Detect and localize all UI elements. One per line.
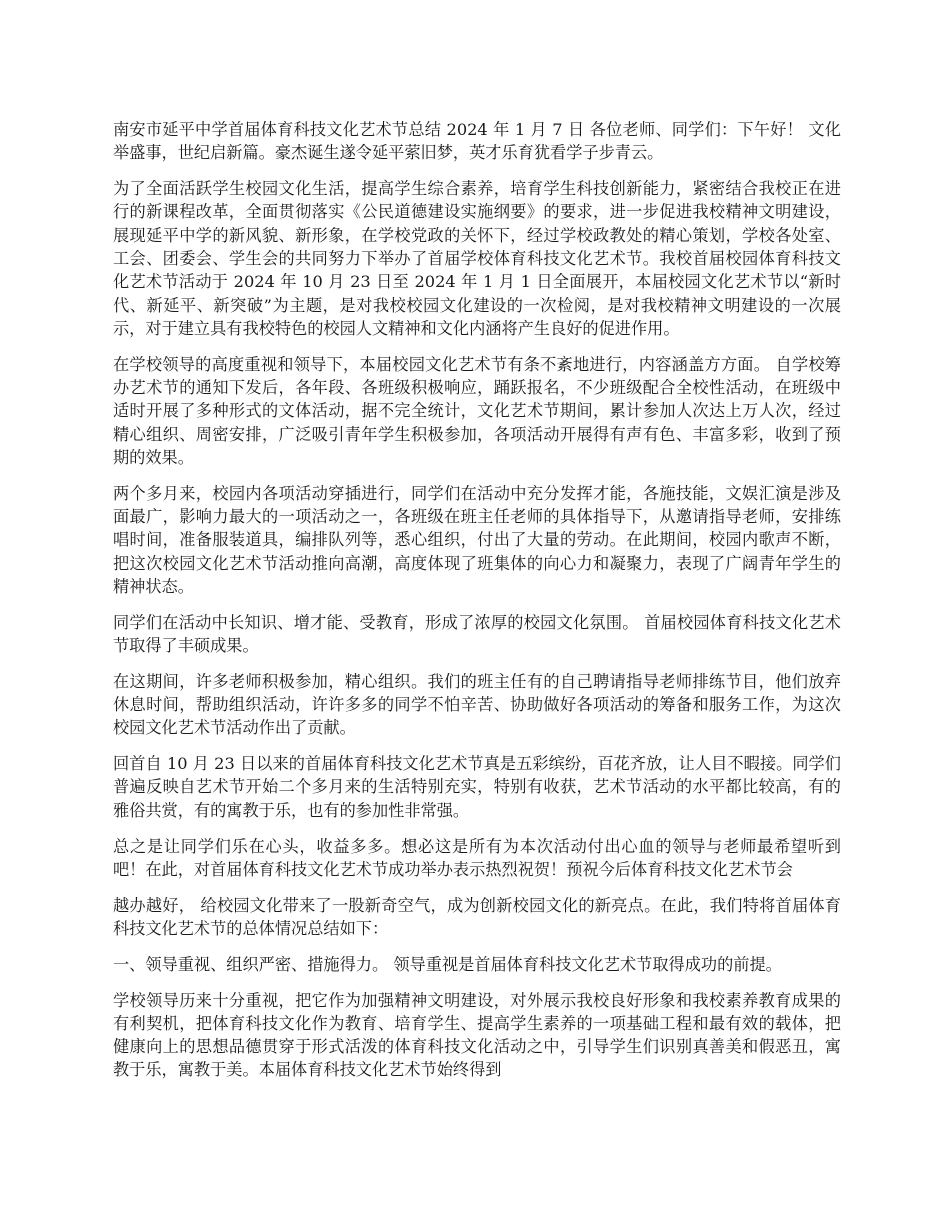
paragraph-school-leadership: 学校领导历来十分重视，把它作为加强精神文明建设，对外展示我校良好形象和我校素养教育成果的有利契机，把体育科技文化作为教育、培育学生、提高学生素养的一项基础工程和最有效的载体，把健康向上的思想品德贯穿于形式活泼的体育科技文化活动之中，引导学生们识别真善美和假恶丑，寓教于乐，寓教于美。本届体育科技文化艺术节始终得到 bbox=[113, 990, 841, 1080]
section-heading-one: 一、领导重视、组织严密、措施得力。 领导重视是首届体育科技文化艺术节取得成功的前提。 bbox=[113, 954, 782, 974]
document-page bbox=[113, 118, 841, 1094]
paragraph-outcomes: 同学们在活动中长知识、增才能、受教育，形成了浓厚的校园文化氛围。 首届校园体育科技文化艺术节取得了丰硕成果。 bbox=[113, 612, 841, 655]
paragraph-conclusion: 总之是让同学们乐在心头，收益多多。想必这是所有为本次活动付出心血的领导与老师最希望听到吧！在此，对首届体育科技文化艺术节成功举办表示热烈祝贺！预祝今后体育科技文化艺术节会 bbox=[113, 836, 841, 879]
paragraph-review: 回首自 10 月 23 日以来的首届体育科技文化艺术节真是五彩缤纷，百花齐放，让人目不暇接。同学们普遍反映自艺术节开始二个多月来的生活特别充实，特别有收获，艺术节活动的水平都比较高，有的雅俗共赏，有的寓教于乐，也有的参加性非常强。 bbox=[113, 754, 841, 820]
paragraph-continuation: 越办越好， 给校园文化带来了一股新奇空气，成为创新校园文化的新亮点。在此，我们特将首届体育科技文化艺术节的总体情况总结如下： bbox=[113, 895, 841, 938]
paragraph-intro: 南安市延平中学首届体育科技文化艺术节总结 2024 年 1 月 7 日 各位老师、同学们：下午好！ 文化举盛事，世纪启新篇。豪杰诞生遂令延平萦旧梦，英才乐育犹看学子步青云。 bbox=[113, 120, 841, 163]
paragraph-teachers: 在这期间，许多老师积极参加，精心组织。我们的班主任有的自己聘请指导老师排练节目，他们放弃休息时间，帮助组织活动，许许多多的同学不怕辛苦、协助做好各项活动的筹备和服务工作，为这次校园文化艺术节活动作出了贡献。 bbox=[113, 671, 841, 738]
paragraph-leadership: 在学校领导的高度重视和领导下，本届校园文化艺术节有条不紊地进行，内容涵盖方方面。 自学校筹办艺术节的通知下发后，各年段、各班级积极响应，踊跃报名，不少班级配合全校性活动，在班级中适时开展了多种形式的文体活动，据不完全统计，文化艺术节期间，累计参加人次达上万人次，经过精心组织、周密安排，广泛吸引青年学生积极参加，各项活动开展得有声有色、丰富多彩，收到了预期的效果。 bbox=[113, 354, 841, 467]
paragraph-activities: 两个多月来，校园内各项活动穿插进行，同学们在活动中充分发挥才能，各施技能，文娱汇演是涉及面最广，影响力最大的一项活动之一，各班级在班主任老师的具体指导下，从邀请指导老师，安排练唱时间，准备服装道具，编排队列等，悉心组织，付出了大量的劳动。在此期间，校园内歌声不断，把这次校园文化艺术节活动推向高潮，高度体现了班集体的向心力和凝聚力，表现了广阔青年学生的精神状态。 bbox=[113, 483, 841, 596]
paragraph-purpose: 为了全面活跃学生校园文化生活，提高学生综合素养，培育学生科技创新能力，紧密结合我校正在进行的新课程改革，全面贯彻落实《公民道德建设实施纲要》的要求，进一步促进我校精神文明建设，展现延平中学的新风貌、新形象，在学校党政的关怀下，经过学校政教处的精心策划，学校各处室、工会、团委会、学生会的共同努力下举办了首届学校体育科技文化艺术节。我校首届校园体育科技文化艺术节活动于 2024 年 10 月 23 日至 2024 年 1 月 1 日全面展开，本届校园文化艺术节以“新时代、新延平、新突破”为主题，是对我校校园文化建设的一次检阅，是对我校精神文明建设的一次展示，对于建立具有我校特色的校园人文精神和文化内涵将产生良好的促进作用。 bbox=[113, 179, 841, 338]
